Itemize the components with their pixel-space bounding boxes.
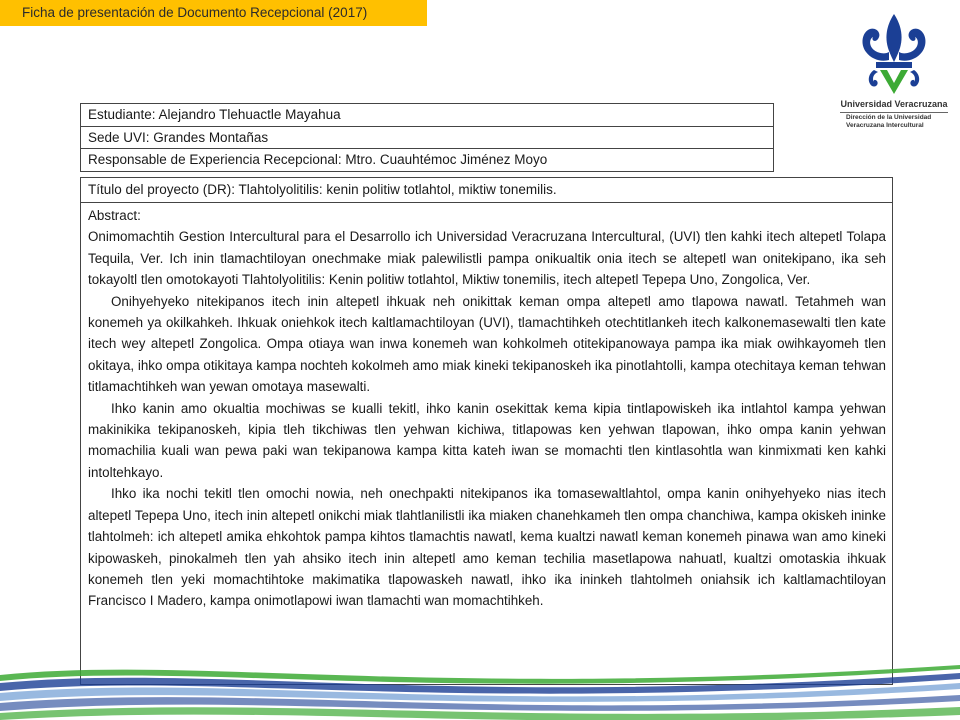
abstract-label: Abstract:: [88, 208, 141, 223]
university-logo: [836, 12, 952, 132]
header-bar: [0, 0, 427, 26]
student-row: [81, 104, 774, 127]
abstract-section: [81, 203, 892, 612]
abstract-paragraph-1: Onimomachtih Gestion Intercultural para el Desarrollo ich Universidad Veracruzana Intercultural, (UVI) tlen kahki itech altepetl Tolapa Tequila, Ver. Ich inin tlamachtiloyan onechmake miak palewilistli pampa onikualtik onia itech se altepetl wan onitekipano, ika seh tokayoltl tlen omotokayoti Tlahtolyolitilis: Kenin politiw totlahtol, Miktiw tonemilis, itech altepetl Tepepa Uno, Zongolica, Ver.: [88, 229, 886, 288]
logo-university-name: Universidad Veracruzana: [840, 99, 948, 109]
header-title: Ficha de presentación de Documento Recepcional (2017): [22, 5, 368, 20]
logo-subtitle: [846, 114, 950, 129]
logo-divider: [840, 112, 948, 113]
logo-subtitle-line2: Veracruzana Intercultural: [846, 121, 924, 129]
bottom-wave-decoration: [0, 655, 960, 720]
project-title: Título del proyecto (DR): Tlahtolyolitilis: kenin politiw totlahtol, miktiw tonemilis.: [81, 178, 892, 203]
logo-subtitle-line1: Dirección de la Universidad: [846, 114, 932, 121]
student-cell: Estudiante: Alejandro Tlehuactle Mayahua: [81, 104, 774, 127]
advisor-row: [81, 149, 774, 172]
advisor-cell: Responsable de Experiencia Recepcional: Mtro. Cuauhtémoc Jiménez Moyo: [81, 149, 774, 172]
abstract-paragraph-4: Ihko ika nochi tekitl tlen omochi nowia, neh onechpakti nitekipanos ika tomasewaltlahtol, ompa kanin onihyehyeko nias itech altepetl Tepepa Uno, itech inin altepetl onikchi miak tlahtlanilistli ika miaken chanehkameh tlen ompa chanchiwa, kampa okiskeh ininke tlahtolmeh: ich altepetl amika ehkohtok pampa kihtos tlamachtis nawatl, kema kualtzi nawatl keman konemeh pinawa wan amo kineki kipowaskeh, pinokalmeh tlen yah ahsiko itech inin altepetl amo keman techilia masetlapowa nahuatl, kualtzi omotaskia ihkuak konemeh tlen yeki momachtihtoke makimatika tlapowaskeh nawatl, ihko ika ininkeh tlahtolmeh oniahsik ich kaltlamachtiloyan Francisco I Madero, kampa onimotlapowi iwan tlamachti wan momachtihkeh.: [88, 486, 886, 609]
student-info-table: [80, 103, 774, 172]
campus-row: [81, 126, 774, 149]
fleur-de-lis-icon: [858, 12, 930, 96]
campus-cell: Sede UVI: Grandes Montañas: [81, 126, 774, 149]
abstract-paragraph-2: Onihyehyeko nitekipanos itech inin altepetl ihkuak neh onikittak keman ompa altepetl amo tlapowa nawatl. Tetahmeh wan konemeh ya okilkahkeh. Ihkuak oniehkok itech kaltlamachtiloyan (UVI), tlamachtihkeh otechtitlankeh itech kalkonemasewalti tlen kate itech wey altepetl Zongolica. Ompa otiaya wan inwa konemeh wan kohkolmeh otitekipanowaya pampa ika miak owihkayomeh tlen okitaya, ihko ompa otikitaya kampa nochteh kokolmeh amo miak kineki tekipanoskeh ika pinotlahtolli, kampa otechitaya keman tehwan titlamachtihkeh wan yewan omotaya masewalti.: [88, 293, 886, 395]
project-box: [80, 177, 893, 685]
abstract-paragraph-3: Ihko kanin amo okualtia mochiwas se kualli tekitl, ihko kanin osekittak kema kipia tintlapowiskeh ika intlahtol kampa yehwan makinikika tekipanoskeh, kipia tleh tikchiwas tlen yehwan kichiwa, titlapowas ken yehwan tlapowan, ihko ompa kanin yehwan momachilia kuali wan pewa paki wan tekipanowa kampa kitta kateh iwan se momachti tlen kintlasohtla wan kinmixmati ken kahki intoltehkayo.: [88, 400, 886, 480]
